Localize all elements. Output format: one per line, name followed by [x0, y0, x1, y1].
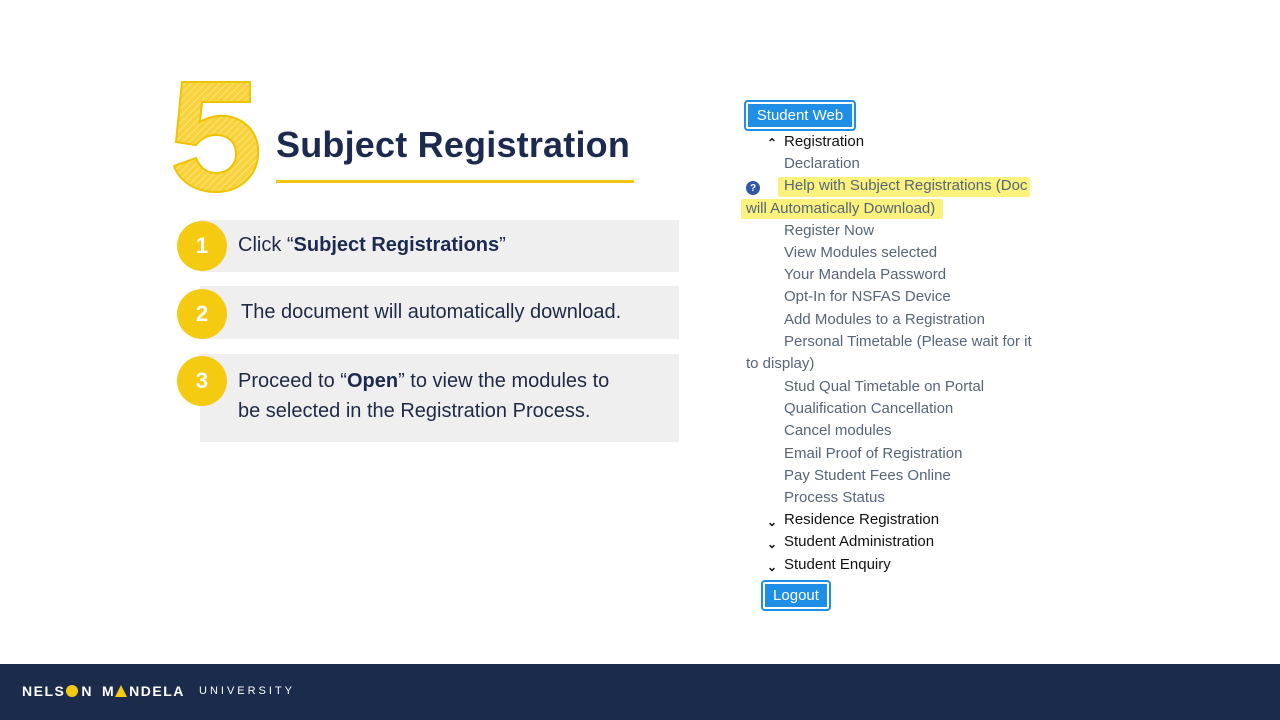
menu-cancel-modules[interactable]: Cancel modules [784, 422, 892, 439]
menu-nsfas-device[interactable]: Opt-In for NSFAS Device [784, 288, 951, 305]
menu-registration[interactable]: Registration [784, 133, 865, 150]
chevron-down-icon[interactable]: ⌄ [767, 560, 778, 574]
page-title: Subject Registration [276, 124, 631, 165]
menu-mandela-password[interactable]: Your Mandela Password [784, 266, 947, 283]
step-3-emphasis: Open [346, 370, 399, 392]
menu-register-now[interactable]: Register Now [784, 222, 875, 239]
menu-personal-timetable-cont[interactable]: to display) [746, 355, 815, 372]
menu-email-proof[interactable]: Email Proof of Registration [784, 445, 963, 462]
chevron-down-icon[interactable]: ⌄ [767, 537, 778, 551]
student-web-button[interactable]: Student Web [746, 102, 854, 129]
chevron-up-icon[interactable]: ⌃ [767, 136, 778, 150]
menu-student-administration[interactable]: Student Administration [784, 533, 935, 550]
menu-view-modules[interactable]: View Modules selected [784, 244, 938, 261]
chevron-down-icon[interactable]: ⌄ [767, 515, 778, 529]
step-2-badge: 2 [177, 289, 227, 339]
step-3-badge: 3 [177, 356, 227, 406]
step-1-badge: 1 [177, 221, 227, 271]
step-1-text: Click “Subject Registrations” [238, 234, 506, 256]
menu-personal-timetable[interactable]: Personal Timetable (Please wait for it [784, 333, 1032, 350]
brand-nelson: NELS N [22, 683, 93, 699]
menu-declaration[interactable]: Declaration [784, 155, 860, 172]
title-underline [276, 180, 634, 183]
brand-mandela: M NDELA [102, 683, 185, 699]
menu-help-subject-registrations[interactable]: Help with Subject Registrations (Doc [784, 177, 1028, 194]
brand-university: UNIVERSITY [199, 685, 296, 697]
footer-bar [0, 664, 1280, 720]
step-3-text: Proceed to “Open” to view the modules to be selected in the Registration Process. [238, 370, 610, 422]
menu-add-modules[interactable]: Add Modules to a Registration [784, 311, 985, 328]
menu-pay-fees[interactable]: Pay Student Fees Online [784, 467, 951, 484]
section-number-five [172, 74, 264, 196]
help-icon[interactable]: ? [746, 181, 760, 195]
menu-help-subject-registrations-cont[interactable]: will Automatically Download) [746, 200, 936, 217]
menu-qualification-cancellation[interactable]: Qualification Cancellation [784, 400, 954, 417]
logout-button[interactable]: Logout [763, 582, 829, 609]
menu-stud-qual-timetable[interactable]: Stud Qual Timetable on Portal [784, 378, 985, 395]
menu-residence-registration[interactable]: Residence Registration [784, 511, 940, 528]
step-2-text: The document will automatically download. [241, 301, 622, 323]
step-1-emphasis: Subject Registrations [293, 234, 500, 256]
menu-student-enquiry[interactable]: Student Enquiry [784, 556, 891, 573]
menu-process-status[interactable]: Process Status [784, 489, 885, 506]
